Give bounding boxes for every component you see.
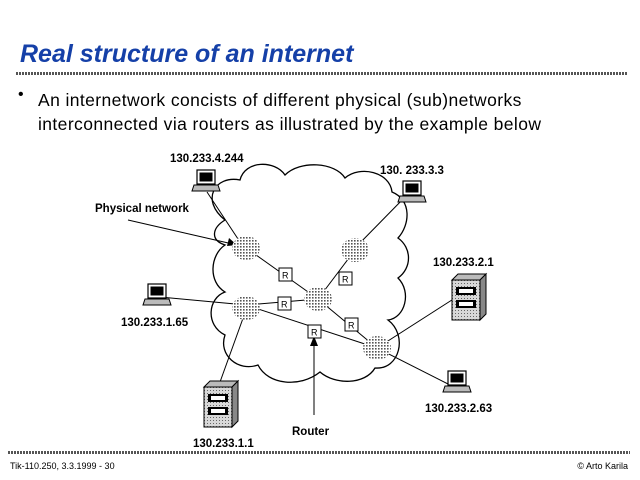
subnet-node <box>304 287 332 311</box>
host-label-bottom-left: 130.233.1.1 <box>193 438 254 450</box>
laptop-icon <box>192 170 220 191</box>
router-box <box>278 297 291 310</box>
router-letter: R <box>311 327 318 338</box>
host-label-top-right: 130. 233.3.3 <box>380 165 444 177</box>
host-label-top-left: 130.233.4.244 <box>170 153 244 165</box>
router-letter: R <box>281 299 288 310</box>
page-title: Real structure of an internet <box>20 40 354 68</box>
physical-network-label: Physical network <box>95 203 189 215</box>
server-icon <box>204 381 238 427</box>
host-label-bottom-right: 130.233.2.63 <box>425 403 493 415</box>
router-letter: R <box>342 274 349 285</box>
router-box <box>308 325 321 338</box>
footer-copyright: © Arto Karila <box>577 461 628 471</box>
bullet-marker: • <box>18 86 24 103</box>
bullet-line-2: interconnected via routers as illustrated by the example below <box>38 114 542 134</box>
laptop-icon <box>398 181 426 202</box>
router-label: Router <box>292 426 330 438</box>
footer-course: Tik-110.250, 3.3.1999 - 30 <box>10 461 115 471</box>
subnet-node <box>363 336 391 360</box>
bullet-line-1: An internetwork concists of different physical (sub)networks <box>38 90 522 110</box>
laptop-icon <box>143 284 171 305</box>
subnet-node <box>341 238 369 262</box>
laptop-icon <box>443 371 471 392</box>
router-box <box>279 268 292 281</box>
router-letter: R <box>348 320 355 331</box>
subnet-node <box>232 296 260 320</box>
subnet-node <box>232 236 260 260</box>
router-box <box>345 318 358 331</box>
router-box <box>339 272 352 285</box>
footer-divider <box>8 451 630 454</box>
host-label-right: 130.233.2.1 <box>433 257 494 269</box>
server-icon <box>452 274 486 320</box>
host-label-left: 130.233.1.65 <box>121 317 189 329</box>
router-letter: R <box>282 270 289 281</box>
